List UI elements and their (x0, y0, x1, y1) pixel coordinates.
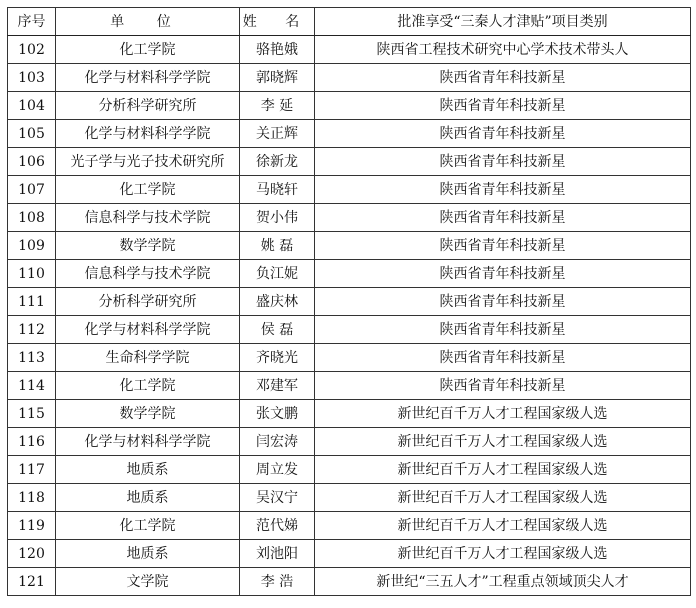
cell-name: 贺小伟 (240, 204, 315, 232)
table-row (8, 512, 691, 540)
cell-serial-number: 109 (8, 232, 56, 260)
cell-serial-number: 102 (8, 36, 56, 64)
cell-serial-number: 111 (8, 288, 56, 316)
header-unit: 单 位 (56, 8, 240, 36)
cell-category: 新世纪百千万人才工程国家级人选 (315, 428, 691, 456)
cell-category: 陕西省青年科技新星 (315, 232, 691, 260)
cell-unit: 地质系 (56, 540, 240, 568)
cell-category: 陕西省青年科技新星 (315, 204, 691, 232)
cell-serial-number: 107 (8, 176, 56, 204)
cell-category: 陕西省青年科技新星 (315, 148, 691, 176)
cell-name: 齐晓光 (240, 344, 315, 372)
table-row (8, 36, 691, 64)
cell-serial-number: 117 (8, 456, 56, 484)
cell-category: 新世纪百千万人才工程国家级人选 (315, 540, 691, 568)
table-row (8, 400, 691, 428)
cell-category: 新世纪百千万人才工程国家级人选 (315, 512, 691, 540)
cell-category: 陕西省青年科技新星 (315, 288, 691, 316)
cell-serial-number: 116 (8, 428, 56, 456)
cell-unit: 化工学院 (56, 36, 240, 64)
header-category: 批准享受“三秦人才津贴”项目类别 (315, 8, 691, 36)
cell-category: 陕西省青年科技新星 (315, 176, 691, 204)
table-row (8, 456, 691, 484)
cell-unit: 化学与材料科学学院 (56, 428, 240, 456)
cell-category: 新世纪百千万人才工程国家级人选 (315, 400, 691, 428)
table-row (8, 372, 691, 400)
cell-serial-number: 105 (8, 120, 56, 148)
cell-unit: 化学与材料科学学院 (56, 64, 240, 92)
header-row (8, 8, 691, 36)
cell-name: 邓建军 (240, 372, 315, 400)
cell-category: 陕西省青年科技新星 (315, 92, 691, 120)
table-row (8, 204, 691, 232)
table-row (8, 260, 691, 288)
table-row (8, 64, 691, 92)
table-row (8, 344, 691, 372)
cell-name: 姚 磊 (240, 232, 315, 260)
cell-unit: 化学与材料科学学院 (56, 120, 240, 148)
table-header (8, 8, 691, 36)
cell-unit: 分析科学研究所 (56, 288, 240, 316)
cell-name: 李 延 (240, 92, 315, 120)
cell-name: 关正辉 (240, 120, 315, 148)
cell-name: 侯 磊 (240, 316, 315, 344)
cell-name: 周立发 (240, 456, 315, 484)
table-row (8, 428, 691, 456)
cell-name: 盛庆林 (240, 288, 315, 316)
cell-serial-number: 120 (8, 540, 56, 568)
cell-name: 郭晓辉 (240, 64, 315, 92)
cell-unit: 地质系 (56, 484, 240, 512)
cell-unit: 分析科学研究所 (56, 92, 240, 120)
cell-category: 陕西省青年科技新星 (315, 316, 691, 344)
talent-allowance-table (7, 7, 691, 596)
cell-unit: 地质系 (56, 456, 240, 484)
cell-unit: 信息科学与技术学院 (56, 204, 240, 232)
cell-category: 陕西省工程技术研究中心学术技术带头人 (315, 36, 691, 64)
cell-unit: 化工学院 (56, 176, 240, 204)
table-row (8, 540, 691, 568)
cell-name: 刘池阳 (240, 540, 315, 568)
cell-unit: 数学学院 (56, 400, 240, 428)
cell-category: 新世纪百千万人才工程国家级人选 (315, 484, 691, 512)
cell-unit: 化工学院 (56, 372, 240, 400)
cell-category: 陕西省青年科技新星 (315, 372, 691, 400)
cell-category: 陕西省青年科技新星 (315, 260, 691, 288)
cell-name: 负江妮 (240, 260, 315, 288)
cell-serial-number: 113 (8, 344, 56, 372)
cell-unit: 文学院 (56, 568, 240, 596)
cell-name: 徐新龙 (240, 148, 315, 176)
cell-serial-number: 108 (8, 204, 56, 232)
table-row (8, 232, 691, 260)
cell-category: 新世纪“三五人才”工程重点领域顶尖人才 (315, 568, 691, 596)
table-row (8, 568, 691, 596)
cell-name: 李 浩 (240, 568, 315, 596)
table-body (8, 36, 691, 596)
cell-category: 陕西省青年科技新星 (315, 64, 691, 92)
cell-serial-number: 112 (8, 316, 56, 344)
cell-serial-number: 121 (8, 568, 56, 596)
header-name: 姓 名 (240, 8, 315, 36)
cell-name: 骆艳娥 (240, 36, 315, 64)
cell-serial-number: 103 (8, 64, 56, 92)
cell-unit: 信息科学与技术学院 (56, 260, 240, 288)
cell-unit: 化工学院 (56, 512, 240, 540)
cell-name: 马晓轩 (240, 176, 315, 204)
cell-name: 闫宏涛 (240, 428, 315, 456)
cell-name: 张文鹏 (240, 400, 315, 428)
header-serial-number: 序号 (8, 8, 56, 36)
cell-category: 陕西省青年科技新星 (315, 344, 691, 372)
cell-unit: 生命科学学院 (56, 344, 240, 372)
cell-category: 新世纪百千万人才工程国家级人选 (315, 456, 691, 484)
table-row (8, 92, 691, 120)
table-row (8, 288, 691, 316)
cell-name: 范代娣 (240, 512, 315, 540)
cell-unit: 光子学与光子技术研究所 (56, 148, 240, 176)
table-row (8, 148, 691, 176)
cell-serial-number: 106 (8, 148, 56, 176)
table-row (8, 120, 691, 148)
cell-name: 吴汉宁 (240, 484, 315, 512)
cell-serial-number: 118 (8, 484, 56, 512)
cell-serial-number: 104 (8, 92, 56, 120)
table-row (8, 484, 691, 512)
cell-serial-number: 119 (8, 512, 56, 540)
table-row (8, 176, 691, 204)
cell-category: 陕西省青年科技新星 (315, 120, 691, 148)
cell-unit: 化学与材料科学学院 (56, 316, 240, 344)
cell-unit: 数学学院 (56, 232, 240, 260)
cell-serial-number: 114 (8, 372, 56, 400)
cell-serial-number: 115 (8, 400, 56, 428)
table-row (8, 316, 691, 344)
cell-serial-number: 110 (8, 260, 56, 288)
